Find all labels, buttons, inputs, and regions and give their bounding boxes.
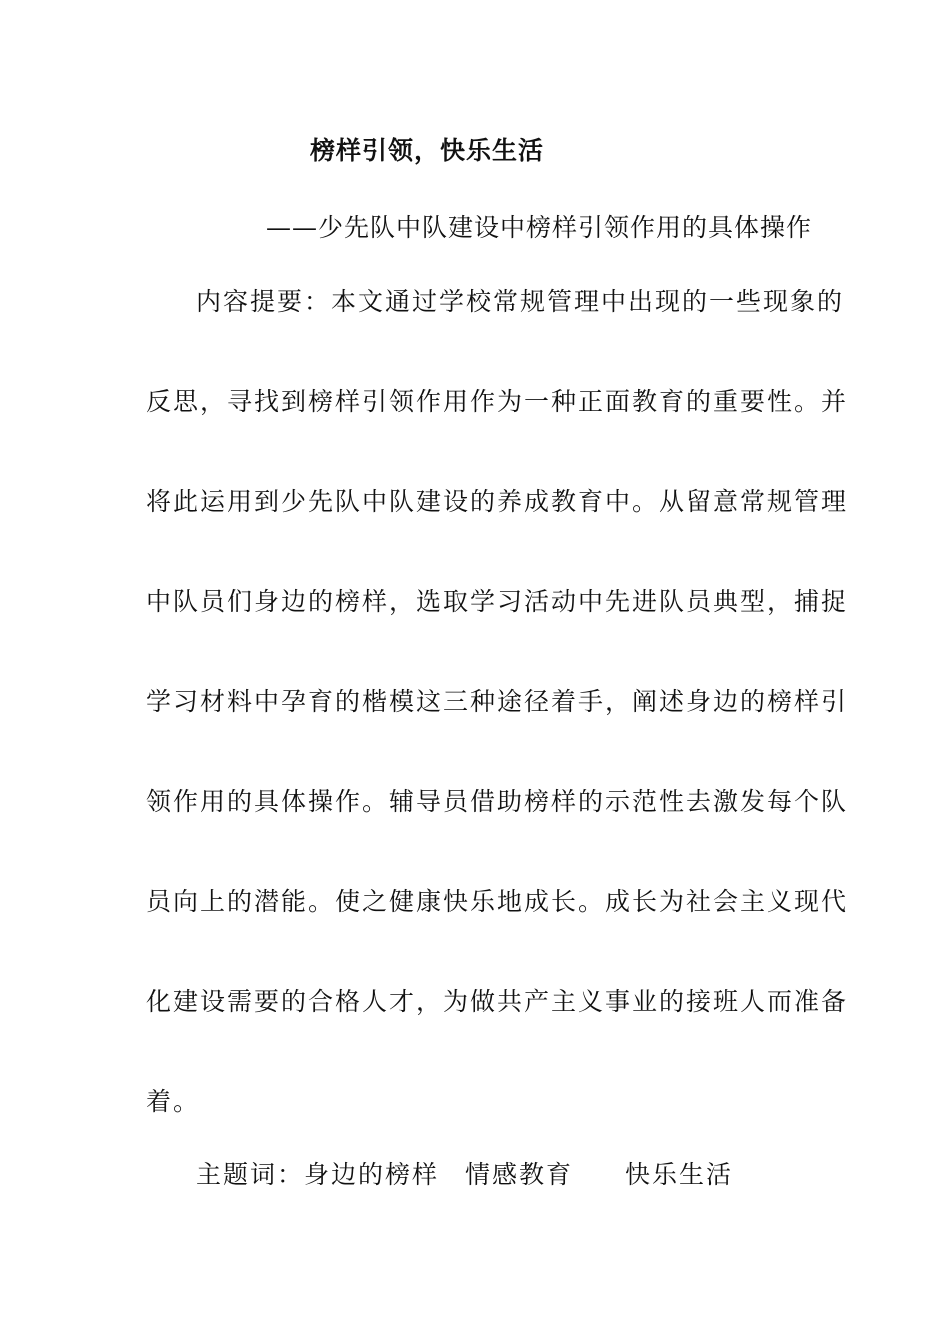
abstract-line: 反思，寻找到榜样引领作用作为一种正面教育的重要性。并 (146, 387, 849, 416)
document-title: 榜样引领，快乐生活 (310, 136, 545, 165)
abstract-line: 化建设需要的合格人才，为做共产主义事业的接班人而准备 (146, 987, 849, 1016)
document-subtitle: ——少先队中队建设中榜样引领作用的具体操作 (266, 213, 813, 242)
keyword-item: 情感教育 (465, 1160, 574, 1189)
keywords-line (196, 1155, 733, 1191)
abstract-line: 领作用的具体操作。辅导员借助榜样的示范性去激发每个队 (146, 787, 849, 816)
keyword-item: 快乐生活 (625, 1160, 734, 1189)
keywords-label: 主题词： (196, 1160, 305, 1189)
abstract-line: 将此运用到少先队中队建设的养成教育中。从留意常规管理 (146, 487, 849, 516)
abstract-line: 员向上的潜能。使之健康快乐地成长。成长为社会主义现代 (146, 887, 849, 916)
abstract-line: 着。 (146, 1087, 201, 1116)
abstract-paragraph (146, 285, 849, 1185)
keyword-item: 身边的榜样 (304, 1160, 440, 1189)
abstract-line: 学习材料中孕育的楷模这三种途径着手，阐述身边的榜样引 (146, 687, 849, 716)
abstract-line: 内容提要：本文通过学校常规管理中出现的一些现象的 (196, 287, 845, 316)
abstract-line: 中队员们身边的榜样，选取学习活动中先进队员典型，捕捉 (146, 587, 849, 616)
